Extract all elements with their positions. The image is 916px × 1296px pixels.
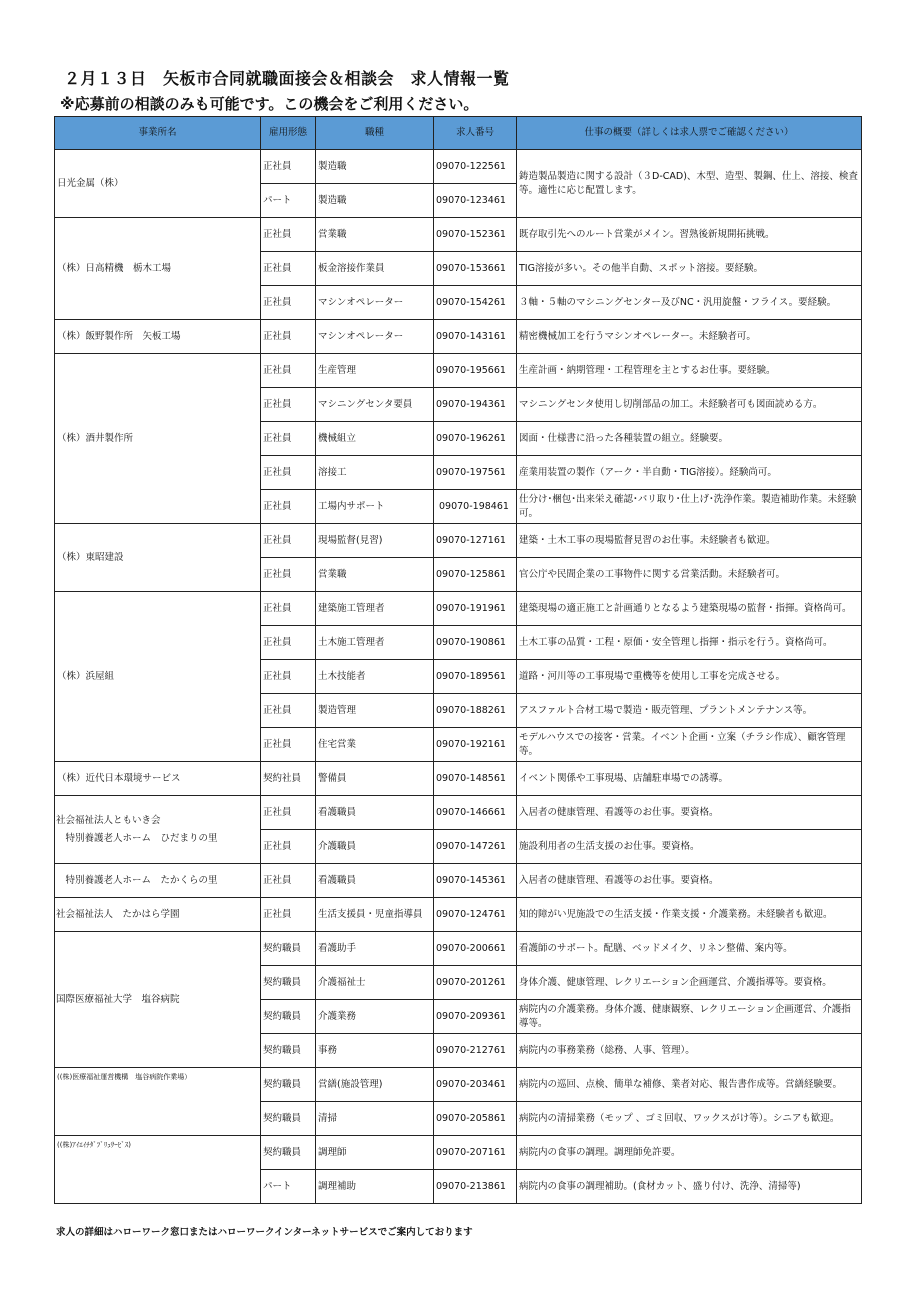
employment-type: 正社員 bbox=[261, 490, 316, 524]
company-name-sub: ((株)医療福祉運営機構 塩谷病院作業場） bbox=[57, 1073, 192, 1081]
job-description: 身体介護、健康管理、レクリエーション企画運営、介護指導等。要資格。 bbox=[517, 966, 862, 1000]
occupation: 生活支援員・児童指導員 bbox=[316, 898, 434, 932]
employment-type: 正社員 bbox=[261, 422, 316, 456]
company-name: （株）飯野製作所 矢板工場 bbox=[55, 320, 261, 354]
table-row bbox=[55, 592, 862, 626]
job-description: 産業用装置の製作（アーク・半自動・TIG溶接）。経験尚可。 bbox=[517, 456, 862, 490]
occupation: 看護職員 bbox=[316, 864, 434, 898]
occupation: 看護助手 bbox=[316, 932, 434, 966]
employment-type: 正社員 bbox=[261, 592, 316, 626]
job-description: アスファルト合材工場で製造・販売管理、プラントメンテナンス等。 bbox=[517, 694, 862, 728]
occupation: 介護職員 bbox=[316, 830, 434, 864]
occupation: マシンオペレーター bbox=[316, 286, 434, 320]
footer-note: 求人の詳細はハローワーク窓口またはハローワークインターネットサービスでご案内しております bbox=[56, 1227, 473, 1238]
table-row bbox=[55, 354, 862, 388]
job-number: 09070-213861 bbox=[434, 1170, 517, 1204]
employment-type: 正社員 bbox=[261, 796, 316, 830]
job-number: 09070-146661 bbox=[434, 796, 517, 830]
occupation: 現場監督(見習) bbox=[316, 524, 434, 558]
job-description: 看護師のサポート。配膳、ベッドメイク、リネン整備、案内等。 bbox=[517, 932, 862, 966]
job-number: 09070-201261 bbox=[434, 966, 517, 1000]
company-name bbox=[55, 1068, 261, 1136]
table-header-row bbox=[55, 117, 862, 150]
employment-type: 正社員 bbox=[261, 694, 316, 728]
job-number: 09070-153661 bbox=[434, 252, 517, 286]
occupation: 溶接工 bbox=[316, 456, 434, 490]
occupation: 機械組立 bbox=[316, 422, 434, 456]
employment-type: 契約職員 bbox=[261, 1034, 316, 1068]
occupation: 土木技能者 bbox=[316, 660, 434, 694]
employment-type: 正社員 bbox=[261, 864, 316, 898]
job-description: モデルハウスでの接客・営業。イベント企画・立案（チラシ作成）、顧客管理等。 bbox=[517, 728, 862, 762]
occupation: 住宅営業 bbox=[316, 728, 434, 762]
job-number: 09070-203461 bbox=[434, 1068, 517, 1102]
job-description: 病院内の食事の調理。調理師免許要。 bbox=[517, 1136, 862, 1170]
employment-type: 契約職員 bbox=[261, 1000, 316, 1034]
job-description: イベント関係や工事現場、店舗駐車場での誘導。 bbox=[517, 762, 862, 796]
job-number: 09070-196261 bbox=[434, 422, 517, 456]
job-number: 09070-147261 bbox=[434, 830, 517, 864]
job-number: 09070-192161 bbox=[434, 728, 517, 762]
header-description: 仕事の概要（詳しくは求人票でご確認ください） bbox=[517, 117, 862, 150]
employment-type: 正社員 bbox=[261, 728, 316, 762]
occupation: 営繕(施設管理) bbox=[316, 1068, 434, 1102]
header-occupation: 職種 bbox=[316, 117, 434, 150]
job-number: 09070-143161 bbox=[434, 320, 517, 354]
job-number: 09070-189561 bbox=[434, 660, 517, 694]
job-description: 図面・仕様書に沿った各種装置の組立。経験要。 bbox=[517, 422, 862, 456]
employment-type: 正社員 bbox=[261, 558, 316, 592]
occupation: 営業職 bbox=[316, 218, 434, 252]
employment-type: 正社員 bbox=[261, 524, 316, 558]
table-row bbox=[55, 932, 862, 966]
job-description: 生産計画・納期管理・工程管理を主とするお仕事。要経験。 bbox=[517, 354, 862, 388]
job-description: 既存取引先へのルート営業がメイン。習熟後新規開拓挑戦。 bbox=[517, 218, 862, 252]
company-name: （株）酒井製作所 bbox=[55, 354, 261, 524]
job-description: 建築・土木工事の現場監督見習のお仕事。未経験者も歓迎。 bbox=[517, 524, 862, 558]
occupation: 事務 bbox=[316, 1034, 434, 1068]
occupation: 調理補助 bbox=[316, 1170, 434, 1204]
table-row bbox=[55, 864, 862, 898]
employment-type: 契約社員 bbox=[261, 762, 316, 796]
company-name: 社会福祉法人 たかはら学園 bbox=[55, 898, 261, 932]
company-name: （株）浜屋組 bbox=[55, 592, 261, 762]
job-number: 09070-152361 bbox=[434, 218, 517, 252]
occupation: 土木施工管理者 bbox=[316, 626, 434, 660]
occupation: 建築施工管理者 bbox=[316, 592, 434, 626]
company-name bbox=[55, 796, 261, 864]
employment-type: 契約職員 bbox=[261, 1136, 316, 1170]
job-description: ３軸・５軸のマシニングセンター及びNC・汎用旋盤・フライス。要経験。 bbox=[517, 286, 862, 320]
occupation: 工場内サポート bbox=[316, 490, 434, 524]
table-row bbox=[55, 796, 862, 830]
table-row bbox=[55, 898, 862, 932]
job-description: 施設利用者の生活支援のお仕事。要資格。 bbox=[517, 830, 862, 864]
job-number: 09070-212761 bbox=[434, 1034, 517, 1068]
employment-type: 契約職員 bbox=[261, 1068, 316, 1102]
job-number: 09070-200661 bbox=[434, 932, 517, 966]
occupation: 調理師 bbox=[316, 1136, 434, 1170]
employment-type: 正社員 bbox=[261, 320, 316, 354]
employment-type: パート bbox=[261, 184, 316, 218]
job-description: 入居者の健康管理、看護等のお仕事。要資格。 bbox=[517, 864, 862, 898]
company-name-sub: ((株)ｱｲｴｲﾁﾀﾞﾌﾞﾘｭｻｰﾋﾞｽ) bbox=[57, 1141, 131, 1149]
employment-type: 正社員 bbox=[261, 218, 316, 252]
company-name: 特別養護老人ホーム たかくらの里 bbox=[55, 864, 261, 898]
job-description: マシニングセンタ使用し切削部品の加工。未経験者可も図面読める方。 bbox=[517, 388, 862, 422]
occupation: 介護業務 bbox=[316, 1000, 434, 1034]
employment-type: パート bbox=[261, 1170, 316, 1204]
job-number: 09070-197561 bbox=[434, 456, 517, 490]
job-description: 仕分け･梱包･出来栄え確認･バリ取り･仕上げ･洗浄作業。製造補助作業。未経験可。 bbox=[517, 490, 862, 524]
job-description: 土木工事の品質・工程・原価・安全管理し指揮・指示を行う。資格尚可。 bbox=[517, 626, 862, 660]
occupation: 製造職 bbox=[316, 150, 434, 184]
company-name: 国際医療福祉大学 塩谷病院 bbox=[55, 932, 261, 1068]
job-listing-table bbox=[54, 116, 862, 1204]
occupation: 介護福祉士 bbox=[316, 966, 434, 1000]
job-description: 病院内の清掃業務（モップ 、ゴミ回収、ワックスがけ等）。シニアも歓迎。 bbox=[517, 1102, 862, 1136]
occupation: マシニングセンタ要員 bbox=[316, 388, 434, 422]
table-row bbox=[55, 1136, 862, 1170]
job-number: 09070-205861 bbox=[434, 1102, 517, 1136]
job-description: TIG溶接が多い。その他半自動、スポット溶接。要経験。 bbox=[517, 252, 862, 286]
job-number: 09070-145361 bbox=[434, 864, 517, 898]
employment-type: 正社員 bbox=[261, 354, 316, 388]
header-employment: 雇用形態 bbox=[261, 117, 316, 150]
employment-type: 正社員 bbox=[261, 660, 316, 694]
job-description: 入居者の健康管理、看護等のお仕事。要資格。 bbox=[517, 796, 862, 830]
occupation: 製造職 bbox=[316, 184, 434, 218]
job-description: 病院内の介護業務。身体介護、健康観察、レクリエーション企画運営、介護指導等。 bbox=[517, 1000, 862, 1034]
employment-type: 正社員 bbox=[261, 252, 316, 286]
job-description: 病院内の食事の調理補助。(食材カット、盛り付け、洗浄、清掃等) bbox=[517, 1170, 862, 1204]
employment-type: 正社員 bbox=[261, 456, 316, 490]
employment-type: 正社員 bbox=[261, 388, 316, 422]
company-name: （株）東昭建設 bbox=[55, 524, 261, 592]
occupation: 警備員 bbox=[316, 762, 434, 796]
job-number: 09070-125861 bbox=[434, 558, 517, 592]
occupation: 看護職員 bbox=[316, 796, 434, 830]
company-name: （株）近代日本環境サービス bbox=[55, 762, 261, 796]
job-number: 09070-209361 bbox=[434, 1000, 517, 1034]
job-number: 09070-190861 bbox=[434, 626, 517, 660]
job-number: 09070-207161 bbox=[434, 1136, 517, 1170]
employment-type: 正社員 bbox=[261, 626, 316, 660]
job-number: 09070-195661 bbox=[434, 354, 517, 388]
occupation: マシンオペレーター bbox=[316, 320, 434, 354]
job-number: 09070-123461 bbox=[434, 184, 517, 218]
employment-type: 正社員 bbox=[261, 286, 316, 320]
employment-type: 契約職員 bbox=[261, 966, 316, 1000]
job-description: 建築現場の適正施工と計画通りとなるよう建築現場の監督・指揮。資格尚可。 bbox=[517, 592, 862, 626]
table-row bbox=[55, 320, 862, 354]
table-row bbox=[55, 524, 862, 558]
occupation: 清掃 bbox=[316, 1102, 434, 1136]
table-row bbox=[55, 218, 862, 252]
page-subtitle: ※応募前の相談のみも可能です。この機会をご利用ください。 bbox=[60, 95, 479, 113]
job-number: 09070-194361 bbox=[434, 388, 517, 422]
occupation: 生産管理 bbox=[316, 354, 434, 388]
job-number: 09070-198461 bbox=[434, 490, 517, 524]
company-name-line1: 社会福祉法人ともいき会 bbox=[56, 814, 161, 826]
job-number: 09070-154261 bbox=[434, 286, 517, 320]
job-number: 09070-148561 bbox=[434, 762, 517, 796]
occupation: 製造管理 bbox=[316, 694, 434, 728]
employment-type: 正社員 bbox=[261, 830, 316, 864]
company-name bbox=[55, 1136, 261, 1204]
job-number: 09070-122561 bbox=[434, 150, 517, 184]
header-company: 事業所名 bbox=[55, 117, 261, 150]
job-description: 精密機械加工を行うマシンオペレーター。未経験者可。 bbox=[517, 320, 862, 354]
job-description: 知的障がい児施設での生活支援・作業支援・介護業務。未経験者も歓迎。 bbox=[517, 898, 862, 932]
job-description: 病院内の巡回、点検、簡単な補修、業者対応、報告書作成等。営繕経験要。 bbox=[517, 1068, 862, 1102]
occupation: 営業職 bbox=[316, 558, 434, 592]
occupation: 板金溶接作業員 bbox=[316, 252, 434, 286]
job-number: 09070-124761 bbox=[434, 898, 517, 932]
company-name: （株）日高精機 栃木工場 bbox=[55, 218, 261, 320]
page-title: ２月１３日 矢板市合同就職面接会＆相談会 求人情報一覧 bbox=[64, 69, 510, 88]
job-number: 09070-188261 bbox=[434, 694, 517, 728]
employment-type: 契約職員 bbox=[261, 932, 316, 966]
company-name: 日光金属（株） bbox=[55, 150, 261, 218]
company-name-line2: 特別養護老人ホーム ひだまりの里 bbox=[56, 832, 218, 844]
job-number: 09070-191961 bbox=[434, 592, 517, 626]
table-row bbox=[55, 1068, 862, 1102]
job-description: 病院内の事務業務（総務、人事、管理）。 bbox=[517, 1034, 862, 1068]
job-description: 鋳造製品製造に関する設計（３D-CAD)、木型、造型、製鋼、仕上、溶接、検査等。適性に応じ配置します。 bbox=[517, 150, 862, 218]
header-job-number: 求人番号 bbox=[434, 117, 517, 150]
job-description: 道路・河川等の工事現場で重機等を使用し工事を完成させる。 bbox=[517, 660, 862, 694]
table-row bbox=[55, 762, 862, 796]
job-number: 09070-127161 bbox=[434, 524, 517, 558]
job-description: 官公庁や民間企業の工事物件に関する営業活動。未経験者可。 bbox=[517, 558, 862, 592]
employment-type: 契約職員 bbox=[261, 1102, 316, 1136]
employment-type: 正社員 bbox=[261, 898, 316, 932]
employment-type: 正社員 bbox=[261, 150, 316, 184]
table-row bbox=[55, 150, 862, 184]
